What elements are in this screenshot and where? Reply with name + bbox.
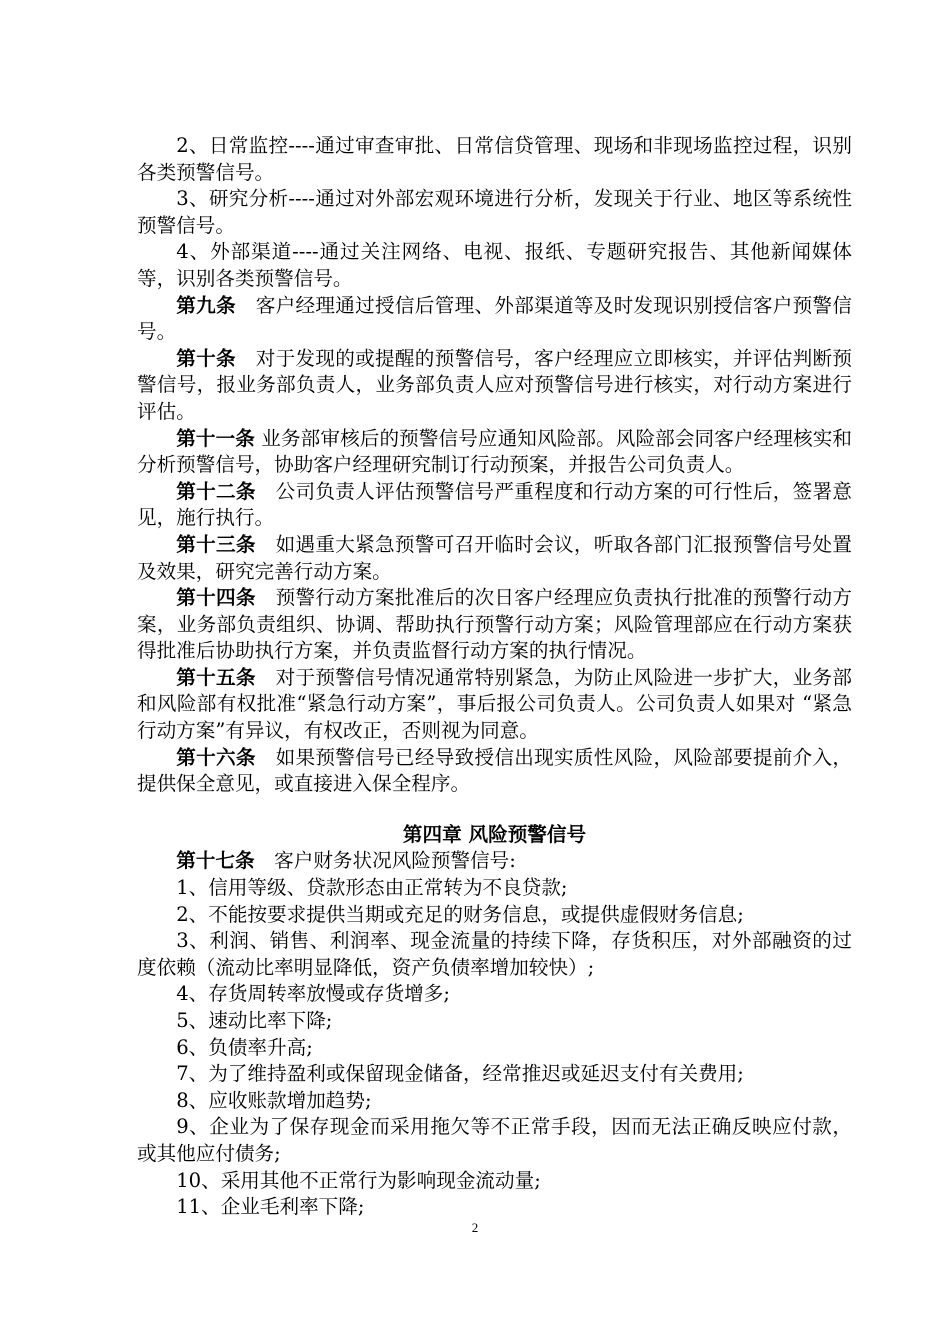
- paragraph: [137, 1035, 852, 1062]
- paragraph: [137, 293, 852, 346]
- paragraph: [137, 1061, 852, 1088]
- paragraph: [137, 585, 852, 665]
- paragraph-text: 3、研究分析----通过对外部宏观环境进行分析，发现关于行业、地区等系统性预警信号。: [137, 187, 852, 237]
- paragraph-text: 客户财务状况风险预警信号:: [254, 849, 516, 873]
- paragraph-text: 如遇重大紧急预警可召开临时会议，听取各部门汇报预警信号处置及效果，研究完善行动方案。: [137, 532, 853, 583]
- paragraph-text: 1、信用等级、贷款形态由正常转为不良贷款;: [176, 876, 568, 900]
- paragraph-text: 2、不能按要求提供当期或充足的财务信息，或提供虚假财务信息;: [176, 902, 744, 926]
- paragraph-text: 8、应收账款增加趋势;: [176, 1088, 372, 1112]
- paragraph: [137, 426, 852, 479]
- paragraph-text: 客户经理通过授信后管理、外部渠道等及时发现识别授信客户预警信号。: [137, 293, 852, 344]
- paragraph: [137, 928, 852, 981]
- paragraph: [137, 848, 852, 875]
- paragraph: [137, 1114, 852, 1167]
- article-number: 第十六条: [176, 745, 256, 769]
- paragraph: [137, 665, 852, 745]
- paragraph-text: 3、利润、销售、利润率、现金流量的持续下降，存货积压，对外部融资的过度依赖（流动比率明显降低，资产负债率增加较快）;: [137, 929, 852, 979]
- paragraph-text: 预警行动方案批准后的次日客户经理应负责执行批准的预警行动方案，业务部负责组织、协调、帮助执行预警行动方案；风险管理部应在行动方案获得批准后协助执行方案，并负责监督行动方案的执行情况。: [137, 586, 853, 663]
- paragraph: [137, 1194, 852, 1221]
- paragraph-text: 对于发现的或提醒的预警信号，客户经理应立即核实，并评估判断预警信号，报业务部负责人，业务部负责人应对预警信号进行核实，对行动方案进行评估。: [137, 346, 852, 423]
- article-number: 第十条: [176, 346, 236, 370]
- paragraph: [137, 346, 852, 426]
- paragraph: [137, 902, 852, 929]
- paragraph-text: 对于预警信号情况通常特别紧急，为防止风险进一步扩大，业务部和风险部有权批准“紧急行动方案”，事后报公司负责人。公司负责人如果对 “紧急行动方案”有异议，有权改正，否则视为同意。: [137, 665, 853, 743]
- section-article-list: [137, 133, 852, 798]
- paragraph: [137, 479, 852, 532]
- section-warning-signals: [137, 848, 852, 1220]
- article-number: 第十一条: [176, 426, 255, 450]
- paragraph-text: 4、存货周转率放慢或存货增多;: [176, 982, 450, 1006]
- paragraph-text: 2、日常监控----通过审查审批、日常信贷管理、现场和非现场监控过程，识别各类预警信号。: [137, 134, 852, 184]
- article-number: 第九条: [176, 293, 236, 317]
- article-number: 第十五条: [176, 665, 256, 689]
- paragraph-text: 4、外部渠道----通过关注网络、电视、报纸、专题研究报告、其他新闻媒体等，识别各类预警信号。: [137, 240, 852, 290]
- paragraph: [137, 1008, 852, 1035]
- article-number: 第十二条: [176, 479, 256, 503]
- article-number: 第十七条: [176, 849, 255, 873]
- paragraph: [137, 981, 852, 1008]
- page-number: 2: [471, 1220, 479, 1235]
- paragraph-text: 公司负责人评估预警信号严重程度和行动方案的可行性后，签署意见，施行执行。: [137, 479, 853, 530]
- paragraph: [137, 186, 852, 239]
- paragraph: [137, 745, 852, 798]
- paragraph: [137, 532, 852, 585]
- paragraph-text: 9、企业为了保存现金而采用拖欠等不正常手段，因而无法正确反映应付款，或其他应付债务;: [137, 1115, 852, 1165]
- paragraph-text: 6、负债率升高;: [176, 1035, 313, 1059]
- paragraph-text: 业务部审核后的预警信号应通知风险部。风险部会同客户经理核实和分析预警信号，协助客户经理研究制订行动预案，并报告公司负责人。: [137, 426, 853, 477]
- paragraph-text: 7、为了维持盈利或保留现金储备，经常推迟或延迟支付有关费用;: [176, 1062, 744, 1086]
- paragraph-text: 11、企业毛利率下降;: [176, 1195, 365, 1219]
- paragraph: [137, 133, 852, 186]
- paragraph-text: 5、速动比率下降;: [176, 1009, 333, 1032]
- article-number: 第十三条: [176, 532, 256, 556]
- article-number: 第十四条: [176, 586, 256, 610]
- document-page: [137, 133, 852, 1221]
- paragraph: [137, 239, 852, 292]
- paragraph: [137, 1088, 852, 1115]
- paragraph-text: 10、采用其他不正常行为影响现金流动量;: [176, 1168, 541, 1192]
- paragraph-text: 如果预警信号已经导致授信出现实质性风险，风险部要提前介入，提供保全意见，或直接进入保全程序。: [137, 745, 853, 796]
- paragraph: [137, 1168, 852, 1195]
- chapter-heading: 第四章 风险预警信号: [402, 822, 587, 846]
- paragraph: [137, 875, 852, 902]
